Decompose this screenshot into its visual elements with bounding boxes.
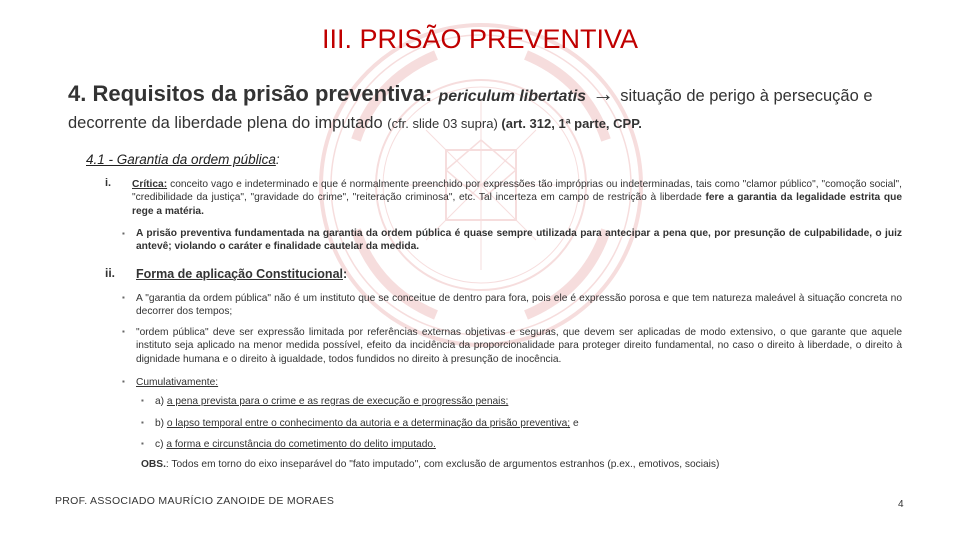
- item-ii-bullet-2: "ordem pública" deve ser expressão limitada por referências externas objetivas e seguras, que devem ser aplicadas de modo extensivo, o que garante que aquele instituto seja aplicado na menor medida possível, efeito da incidência da proporcionalidade para proteger direito fundamental, no caso o direito à liberdade, o direito à dignidade humana e o direito à igualdade, todos fundidos no direito à presunção de inocência.: [136, 327, 902, 365]
- square-bullet-icon: ▪: [122, 377, 125, 386]
- square-bullet-icon: ▪: [141, 396, 144, 405]
- square-bullet-icon: ▪: [122, 293, 125, 302]
- heading-rest: situação de perigo à persecução e decorrente da liberdade plena do imputado: [68, 87, 873, 132]
- sub-item-b-prefix: b): [155, 418, 167, 429]
- sub-item-c-text: a forma e circunstância do cometimento do delito imputado.: [166, 439, 436, 450]
- item-ii-label: Forma de aplicação Constitucional: [136, 267, 343, 281]
- main-heading: [68, 80, 938, 137]
- obs-note: [141, 458, 901, 471]
- item-i-numeral: i.: [105, 177, 112, 189]
- footer-author: PROF. ASSOCIADO MAURÍCIO ZANOIDE DE MORAES: [55, 495, 335, 507]
- heading-term: periculum libertatis: [438, 88, 587, 105]
- cumulative-label: Cumulativamente:: [136, 377, 219, 388]
- square-bullet-icon: ▪: [141, 418, 144, 427]
- section-4-1-label: 4.1 - Garantia da ordem pública: [86, 152, 276, 167]
- sub-item-b: [155, 417, 855, 430]
- item-ii-heading: [136, 267, 347, 281]
- item-i-bold-end: fere a garantia da legalidade estrita que rege a matéria.: [132, 192, 903, 217]
- sub-item-c-prefix: c): [155, 439, 167, 450]
- sub-item-a-prefix: a): [155, 396, 167, 407]
- section-4-1-heading: [86, 152, 280, 167]
- arrow-right-icon: →: [586, 81, 621, 106]
- square-bullet-icon: ▪: [122, 229, 125, 238]
- obs-label: OBS.: [141, 459, 166, 470]
- obs-text: : Todos em torno do eixo inseparável do "fato imputado", com exclusão de argumentos estranhos (p.ex., emotivos, sociais): [165, 459, 720, 470]
- item-i-bullet: A prisão preventiva fundamentada na garantia da ordem pública é quase sempre utilizada para antecipar a pena que, por presunção de culpabilidade, o juiz antevê; violando o caráter e finalidade cautelar da medida.: [136, 228, 902, 253]
- square-bullet-icon: ▪: [122, 327, 125, 336]
- page-number: 4: [898, 499, 904, 510]
- sub-item-c: [155, 438, 855, 451]
- item-i-body: conceito vago e indeterminado e que é normalmente preenchido por expressões tão impróprias ou indeterminadas, tais como "clamor público", "comoção social", "credibilidade da justiça", "gravidade do crime", "reiteração criminosa", etc. Tal incerteza em campo de restrição à liberdade: [132, 179, 902, 204]
- item-ii-cumulative: [136, 376, 436, 389]
- slide-title: III. PRISÃO PREVENTIVA: [321, 24, 639, 54]
- item-ii-bullet-1: A "garantia da ordem pública" não é um instituto que se conceitue de dentro para fora, pois ele é expressão porosa e que tem natureza maleável à situação concreta no decorrer dos tempos;: [136, 293, 902, 318]
- heading-lead: 4. Requisitos da prisão preventiva:: [68, 81, 439, 106]
- item-i-label: Crítica:: [132, 179, 168, 190]
- item-i-text: [132, 178, 902, 218]
- heading-ref: (cfr. slide 03 supra): [387, 116, 502, 131]
- sub-item-b-suffix: e: [570, 418, 579, 429]
- heading-ref-bold: (art. 312, 1ª parte, CPP.: [501, 116, 642, 131]
- sub-item-b-text: o lapso temporal entre o conhecimento da autoria e a determinação da prisão preventiva;: [166, 418, 571, 429]
- sub-item-a: [155, 395, 855, 408]
- sub-item-a-text: a pena prevista para o crime e as regras de execução e progressão penais;: [166, 396, 509, 407]
- section-4-1-colon: :: [275, 152, 280, 167]
- item-ii-colon: :: [343, 267, 348, 281]
- item-ii-numeral: ii.: [105, 266, 116, 280]
- square-bullet-icon: ▪: [141, 439, 144, 448]
